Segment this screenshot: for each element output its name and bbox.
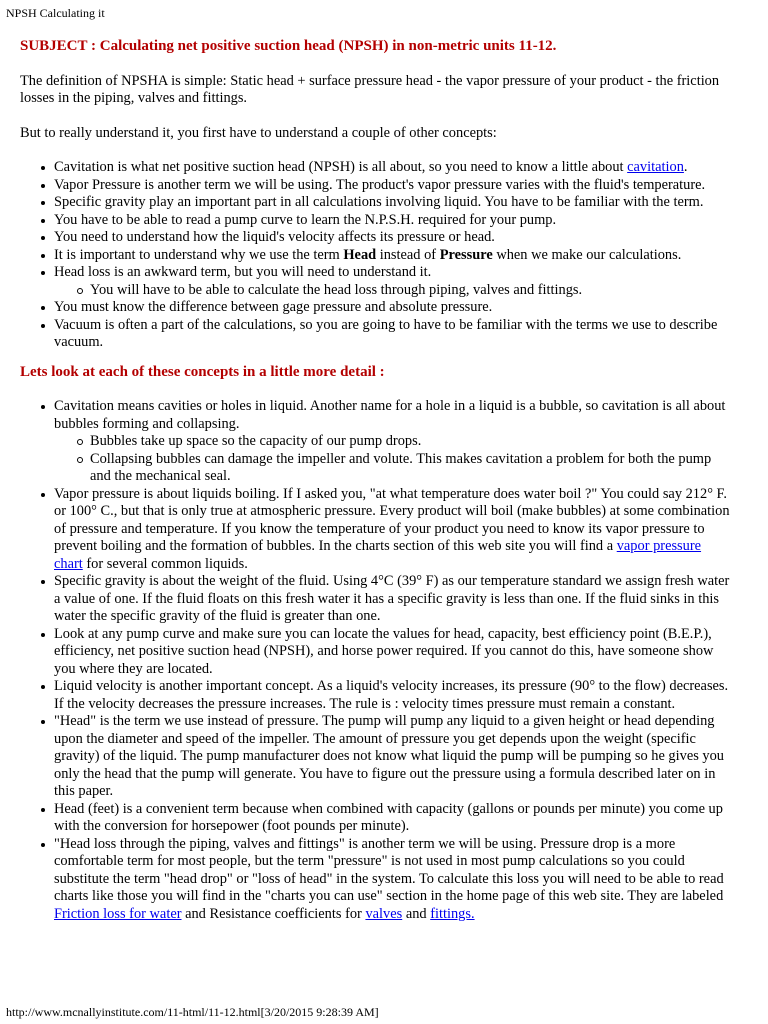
intro-paragraph: The definition of NPSHA is simple: Static head + surface pressure head - the vapor pressure of your product - the friction losses in the piping, valves and fittings. (20, 72, 720, 106)
list-item: Look at any pump curve and make sure you can locate the values for head, capacity, best efficiency point (B.E.P.), efficiency, net positive suction head (NPSH), and horse power required. If you cannot do this, have someone show you where they are located. (40, 626, 730, 679)
pressure-term: Pressure (439, 246, 493, 263)
page-footer: http://www.mcnallyinstitute.com/11-html/11-12.html[3/20/2015 9:28:39 AM] (6, 1005, 379, 1019)
concepts-list (20, 159, 730, 352)
list-item: Cavitation means cavities or holes in liquid. Another name for a hole in a liquid is a bubble, so cavitation is all about bubbles forming and collapsing. Bubbles take up space so the capacity of our pump drops. Collapsing bubbles can damage the impeller and volute. This makes cavitation a problem for both the pump and the mechanical seal. (40, 398, 730, 486)
sub-list-item: You will have to be able to calculate the head loss through piping, valves and fittings. (76, 282, 730, 300)
list-item: Vapor Pressure is another term we will be using. The product's vapor pressure varies with the fluid's temperature. (40, 177, 730, 195)
valves-link[interactable]: valves (365, 905, 403, 922)
sub-list-item: Collapsing bubbles can damage the impeller and volute. This makes cavitation a problem for both the pump and the mechanical seal. (76, 451, 730, 486)
fittings-link[interactable]: fittings. (430, 905, 475, 922)
sub-list (54, 282, 730, 300)
list-item: Head loss is an awkward term, but you will need to understand it. You will have to be able to calculate the head loss through piping, valves and fittings. (40, 264, 730, 299)
vapor-pressure-chart-link[interactable]: vapor pressure chart (54, 538, 702, 572)
friction-loss-link[interactable]: Friction loss for water (54, 905, 182, 922)
list-item: Head (feet) is a convenient term because when combined with capacity (gallons or pounds per minute) you come up with the conversion for horsepower (foot pounds per minute). (40, 801, 730, 836)
document-body (20, 38, 730, 923)
list-item: Vapor pressure is about liquids boiling. If I asked you, "at what temperature does water boil ?" You could say 212° F. or 100° C., but that is only true at atmospheric pressure. Every product will boil (make bubbles) at some combination of pressure and temperature. If you know the temperature of your product you need to know its vapor pressure to prevent boiling and the formation of bubbles. In the charts section of this web site you will find a vapor pressure chart for several common liquids. (40, 486, 730, 574)
list-item: Liquid velocity is another important concept. As a liquid's velocity increases, its pressure (90° to the flow) decreases. If the velocity decreases the pressure increases. The rule is : velocity times pressure must remain a constant. (40, 678, 730, 713)
list-item: You have to be able to read a pump curve to learn the N.P.S.H. required for your pump. (40, 212, 730, 230)
list-item: Cavitation is what net positive suction head (NPSH) is all about, so you need to know a little about cavitation. (40, 159, 730, 177)
list-item: Specific gravity play an important part in all calculations involving liquid. You have to be familiar with the term. (40, 194, 730, 212)
detail-heading: Lets look at each of these concepts in a little more detail : (20, 363, 385, 380)
list-item: Vacuum is often a part of the calculations, so you are going to have to be familiar with the terms we use to describe vacuum. (40, 317, 730, 352)
list-item: "Head loss through the piping, valves and fittings" is another term we will be using. Pressure drop is a more comfortable term for most people, but the term "pressure" is not used in most pump calculations so you could substitute the term "head drop" or "loss of head" in the system. To calculate this loss you will need to be able to read charts like those you will find in the "charts you can use" section in the home page of this web site. They are labeled Friction loss for water and Resistance coefficients for valves and fittings. (40, 836, 730, 924)
head-term: Head (343, 246, 377, 263)
cavitation-link[interactable]: cavitation (627, 159, 684, 175)
list-item: "Head" is the term we use instead of pressure. The pump will pump any liquid to a given height or head depending upon the diameter and speed of the impeller. The amount of pressure you get depends upon the weight (specific gravity) of the liquid. The pump manufacturer does not know what liquid the pump will be pumping so he gives you only the head that the pump will generate. You have to figure out the pressure using a formula described later on in this paper. (40, 713, 730, 801)
sub-list (54, 433, 730, 486)
details-list (20, 398, 730, 923)
list-item: It is important to understand why we use the term Head instead of Pressure when we make our calculations. (40, 247, 730, 265)
list-item: You need to understand how the liquid's velocity affects its pressure or head. (40, 229, 730, 247)
page-header: NPSH Calculating it (6, 6, 105, 20)
lead-paragraph: But to really understand it, you first have to understand a couple of other concepts: (20, 124, 497, 141)
list-item: Specific gravity is about the weight of the fluid. Using 4°C (39° F) as our temperature standard we assign fresh water a value of one. If the fluid floats on this fresh water it has a specific gravity is less than one. If the fluid sinks in this water the specific gravity of the fluid is greater than one. (40, 573, 730, 626)
subject-heading: SUBJECT : Calculating net positive suction head (NPSH) in non-metric units 11-12. (20, 38, 557, 54)
sub-list-item: Bubbles take up space so the capacity of our pump drops. (76, 433, 730, 451)
list-item: You must know the difference between gage pressure and absolute pressure. (40, 299, 730, 317)
